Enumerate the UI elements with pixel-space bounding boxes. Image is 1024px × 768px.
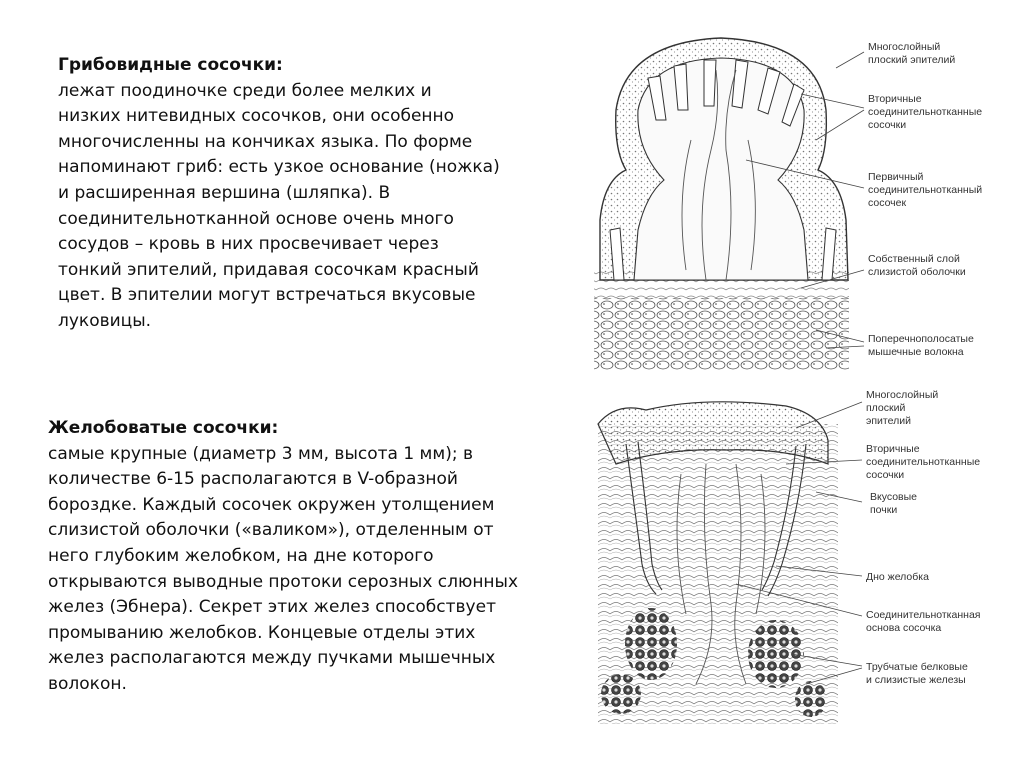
label-muscle-fibers: Поперечнополосатые мышечные волокна [868,333,974,358]
fungiform-diagram [586,30,1024,385]
vallate-line: бороздке. Каждый сосочек окружен утолщением [48,494,495,515]
vallate-line: открываются выводные протоки серозных слюнных [48,571,519,592]
vallate-line: него глубоким желобком, на дне которого [48,545,434,566]
label-epithelium: Многослойный плоский эпителий [866,389,939,427]
vallate-papilla-illustration [586,384,1024,728]
leader-line [836,52,864,68]
fungiform-line: и расширенная вершина (шляпка). В [58,182,391,203]
vallate-line: слизистой оболочки («валиком»), отделенным от [48,520,494,541]
label-primary-papilla: Первичный соединительнотканный сосочек [868,171,983,209]
vallate-line: самые крупные (диаметр 3 мм, высота 1 мм); в [48,443,473,464]
fig1-labels [868,41,982,358]
fungiform-papilla-illustration [586,30,1024,385]
fungiform-text-block [58,53,598,335]
label-trench-floor: Дно желобка [866,571,929,583]
fungiform-line: тонкий эпителий, придавая сосочкам красный [58,259,479,280]
vallate-line: количестве 6-15 располагаются в V-образной [48,469,458,490]
fungiform-line: многочисленны на кончиках языка. По форме [58,131,473,152]
label-glands: Трубчатые белковые и слизистые железы [866,661,968,686]
gland-cluster [748,620,804,688]
label-secondary-papillae: Вторичные соединительнотканные сосочки [866,443,981,481]
vallate-diagram [586,384,1024,728]
muscle-layer-shape [594,298,849,370]
vallate-line: желез (Эбнера). Секрет этих желез способствует [48,597,496,618]
vallate-text-block [48,416,608,698]
gland-cluster [625,608,677,680]
fungiform-line: цвет. В эпителии могут встречаться вкусовые [58,285,476,306]
fungiform-line: сосудов – кровь в них просвечивает через [58,234,439,255]
vallate-line: волокон. [48,673,127,694]
label-taste-buds: Вкусовые почки [870,491,918,516]
fungiform-line: лежат поодиночке среди более мелких и [58,80,432,101]
vallate-line: желез располагаются между пучками мышечных [48,648,496,669]
vallate-line: промыванию желобков. Концевые отделы этих [48,622,476,643]
fungiform-line: низких нитевидных сосочков, они особенно [58,106,455,127]
gland-cluster [795,681,827,717]
papilla-finger [704,60,716,106]
label-lamina-propria: Собственный слой слизистой оболочки [868,253,966,278]
label-secondary-papillae: Вторичные соединительнотканные сосочки [868,93,983,131]
vallate-heading: Желобоватые сосочки: [48,418,279,438]
fungiform-line: луковицы. [58,310,152,331]
fungiform-heading: Грибовидные сосочки: [58,55,283,75]
label-epithelium: Многослойный плоский эпителий [868,41,956,66]
fungiform-line: напоминают гриб: есть узкое основание (ножка) [58,157,500,178]
fungiform-line: соединительнотканной основе очень много [58,208,454,229]
label-connective-base: Соединительнотканная основа сосочка [866,609,981,634]
gland-cluster [601,674,641,714]
fig2-labels [866,389,980,686]
